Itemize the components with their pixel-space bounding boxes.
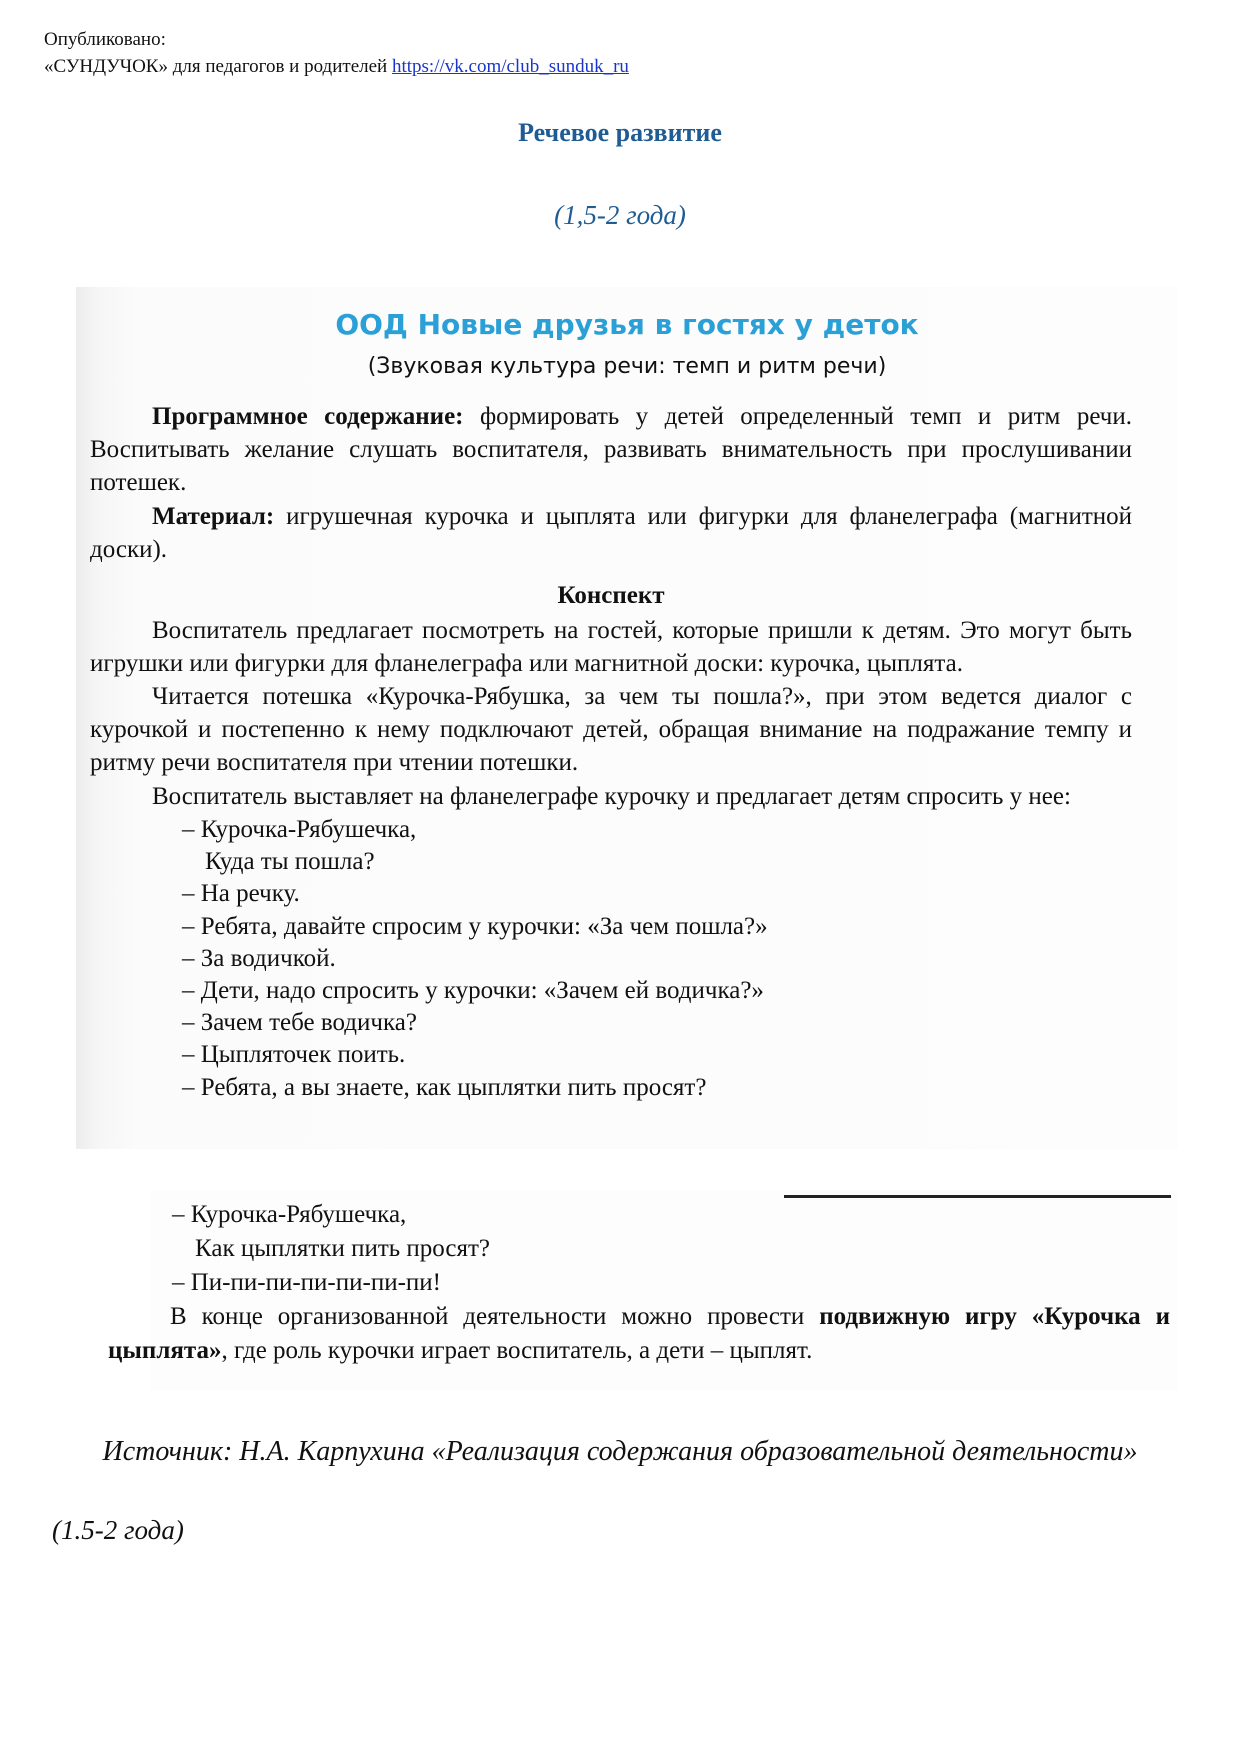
dialog-line: Как цыплятки пить просят? (195, 1235, 491, 1262)
dialog-block (182, 814, 768, 1104)
dialog-line: – Ребята, а вы знаете, как цыплятки пить просят? (182, 1073, 707, 1101)
konspekt-paragraph-2: Читается потешка «Курочка-Рябушка, за чем ты пошла?», при этом ведется диалог с курочкой и постепенно к нему подключают детей, обращая внимание на подражание темпу и ритму речи воспитателя при чтении потешки. (90, 683, 1132, 776)
published-source-line (44, 53, 629, 80)
dialog-line: Куда ты пошла? (205, 848, 375, 876)
dialog-line: – Пи-пи-пи-пи-пи-пи-пи! (172, 1269, 442, 1296)
material-text: игрушечная курочка и цыплята или фигурки для фланелеграфа (магнитной доски). (90, 503, 1132, 563)
material-label: Материал: (152, 503, 275, 530)
published-group-name: «СУНДУЧОК» для педагогов и родителей (44, 56, 388, 77)
lesson-subtitle: (Звуковая культура речи: темп и ритм речи) (367, 354, 887, 379)
program-text: формировать у детей определенный темп и ритм речи. Воспитывать желание слушать воспитателя, развивать внимательность при прослушивании потешек. (90, 403, 1132, 496)
closing-paragraph (108, 1300, 1170, 1368)
page-title: Речевое развитие (518, 118, 722, 147)
page-divider-line (784, 1195, 1171, 1198)
program-label: Программное содержание: (152, 403, 464, 430)
dialog-line: – Дети, надо спросить у курочки: «Зачем ей водичка?» (182, 977, 764, 1005)
program-content-paragraph (90, 400, 1132, 499)
dialog-line: – За водичкой. (182, 944, 336, 972)
dialog-block-continued (172, 1198, 490, 1300)
dialog-line: – Курочка-Рябушечка, (182, 816, 417, 843)
footer-age-group: (1.5-2 года) (52, 1515, 184, 1545)
vk-group-link[interactable]: https://vk.com/club_sunduk_ru (391, 56, 629, 77)
dialog-line: – Зачем тебе водичка? (182, 1009, 417, 1037)
dialog-line: – Курочка-Рябушечка, (172, 1201, 407, 1228)
dialog-line: – На речку. (182, 880, 300, 908)
konspekt-paragraph-3: Воспитатель выставляет на фланелеграфе курочку и предлагает детям спросить у нее: (152, 783, 1071, 810)
closing-text-2: , где роль курочки играет воспитатель, а дети – цыплят. (221, 1337, 813, 1364)
publication-note (44, 26, 629, 80)
konspekt-paragraph-1: Воспитатель предлагает посмотреть на гостей, которые пришли к детям. Это могут быть игрушки или фигурки для фланелеграфа или магнитной доски: курочка, цыплята. (90, 617, 1132, 677)
lesson-title: ООД Новые друзья в гостях у деток (335, 308, 919, 341)
konspekt-heading: Конспект (557, 582, 665, 609)
material-paragraph (90, 500, 1132, 566)
dialog-line: – Цыпляточек поить. (182, 1041, 406, 1069)
closing-text-1: В конце организованной деятельности можно провести (170, 1303, 820, 1330)
source-citation: Источник: Н.А. Карпухина «Реализация содержания образовательной деятельности» (102, 1436, 1138, 1467)
age-group: (1,5-2 года) (554, 200, 686, 230)
game-name: подвижную игру «Курочка и цыплята» (108, 1303, 1170, 1364)
dialog-line: – Ребята, давайте спросим у курочки: «За чем пошла?» (182, 912, 768, 940)
published-label: Опубликовано: (44, 29, 166, 50)
